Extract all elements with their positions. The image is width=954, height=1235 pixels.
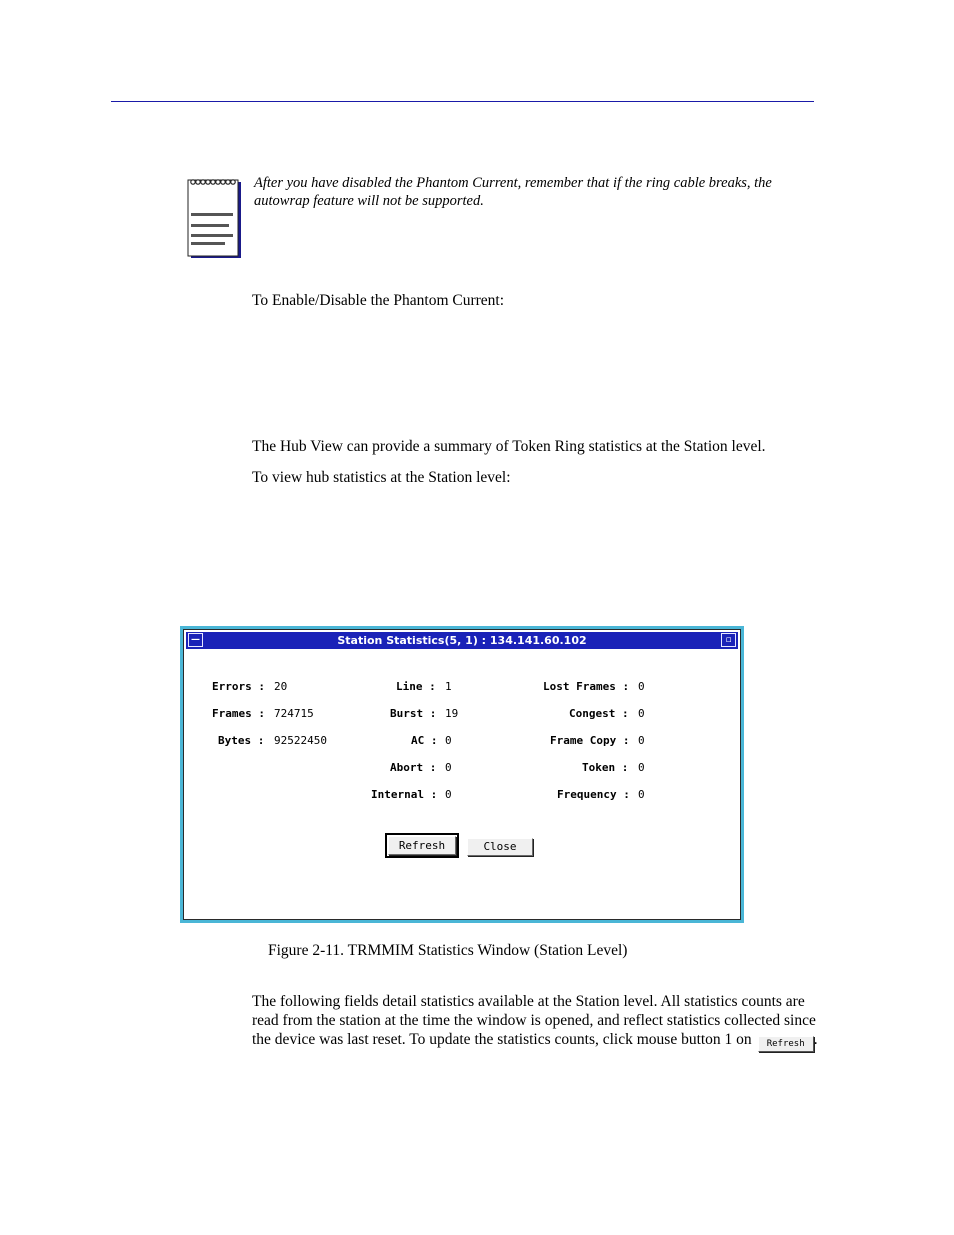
stat-label: Line :	[396, 680, 436, 693]
stat-line	[396, 680, 452, 693]
header-rule	[111, 101, 814, 102]
inline-refresh-button: Refresh	[758, 1036, 814, 1052]
note-text: After you have disabled the Phantom Current, remember that if the ring cable breaks, the autowrap feature will not be supported.	[254, 175, 772, 209]
figure-caption: Figure 2-11. TRMMIM Statistics Window (Station Level)	[268, 942, 628, 959]
window-menu-icon[interactable]: —	[188, 633, 203, 647]
stat-label: Errors :	[212, 680, 265, 693]
to-view-text: To view hub statistics at the Station level:	[252, 469, 511, 486]
stat-bytes	[218, 734, 327, 747]
stat-value: 0	[638, 734, 645, 747]
enable-disable-heading-text: To Enable/Disable the Phantom Current:	[252, 292, 505, 309]
maximize-icon[interactable]: ▫	[721, 633, 736, 647]
fields-detail-end: .	[813, 1031, 818, 1048]
stat-lost-frames	[543, 680, 645, 693]
close-button[interactable]: Close	[467, 838, 533, 856]
stat-frame-copy	[550, 734, 645, 747]
stat-value: 1	[445, 680, 452, 693]
stat-token	[582, 761, 645, 774]
stat-value: 0	[445, 761, 452, 774]
stat-label: AC :	[411, 734, 438, 747]
stat-value: 20	[274, 680, 288, 693]
window-titlebar[interactable]	[186, 632, 738, 649]
stat-value: 0	[445, 734, 452, 747]
stat-frequency	[557, 788, 645, 801]
stat-value: 0	[638, 788, 645, 801]
stat-label: Abort :	[390, 761, 437, 774]
hub-view-summary-text: The Hub View can provide a summary of Token Ring statistics at the Station level.	[252, 438, 766, 455]
stat-errors	[212, 680, 288, 693]
station-statistics-window	[180, 626, 744, 923]
stat-label: Token :	[582, 761, 629, 774]
stat-label: Internal :	[371, 788, 438, 801]
stat-value: 0	[638, 761, 645, 774]
stat-value: 0	[638, 707, 645, 720]
window-client-area	[188, 653, 736, 915]
stat-label: Lost Frames :	[543, 680, 630, 693]
stat-abort	[390, 761, 452, 774]
refresh-button[interactable]: Refresh	[388, 836, 456, 855]
stat-internal	[371, 788, 452, 801]
stat-ac	[411, 734, 452, 747]
window-title: Station Statistics(5, 1) : 134.141.60.102	[337, 634, 587, 647]
fields-detail-text: The following fields detail statistics available at the Station level. All statistics counts are read from the station at the time the window is opened, and reflect statistics collected since the device was last reset. To update the statistics counts, click mouse button 1 on	[252, 993, 816, 1048]
stat-label: Burst :	[390, 707, 437, 720]
stat-value: 0	[445, 788, 452, 801]
stat-label: Frames :	[212, 707, 265, 720]
stat-label: Congest :	[569, 707, 629, 720]
stat-congest	[569, 707, 645, 720]
stat-value: 724715	[274, 707, 314, 720]
stat-value: 92522450	[274, 734, 327, 747]
fields-detail-paragraph	[252, 992, 822, 1052]
stat-label: Frequency :	[557, 788, 630, 801]
stat-value: 19	[445, 707, 459, 720]
stat-burst	[390, 707, 459, 720]
note-icon	[186, 176, 244, 260]
stat-value: 0	[638, 680, 645, 693]
stat-label: Frame Copy :	[550, 734, 630, 747]
stat-frames	[212, 707, 314, 720]
stat-label: Bytes :	[218, 734, 265, 747]
